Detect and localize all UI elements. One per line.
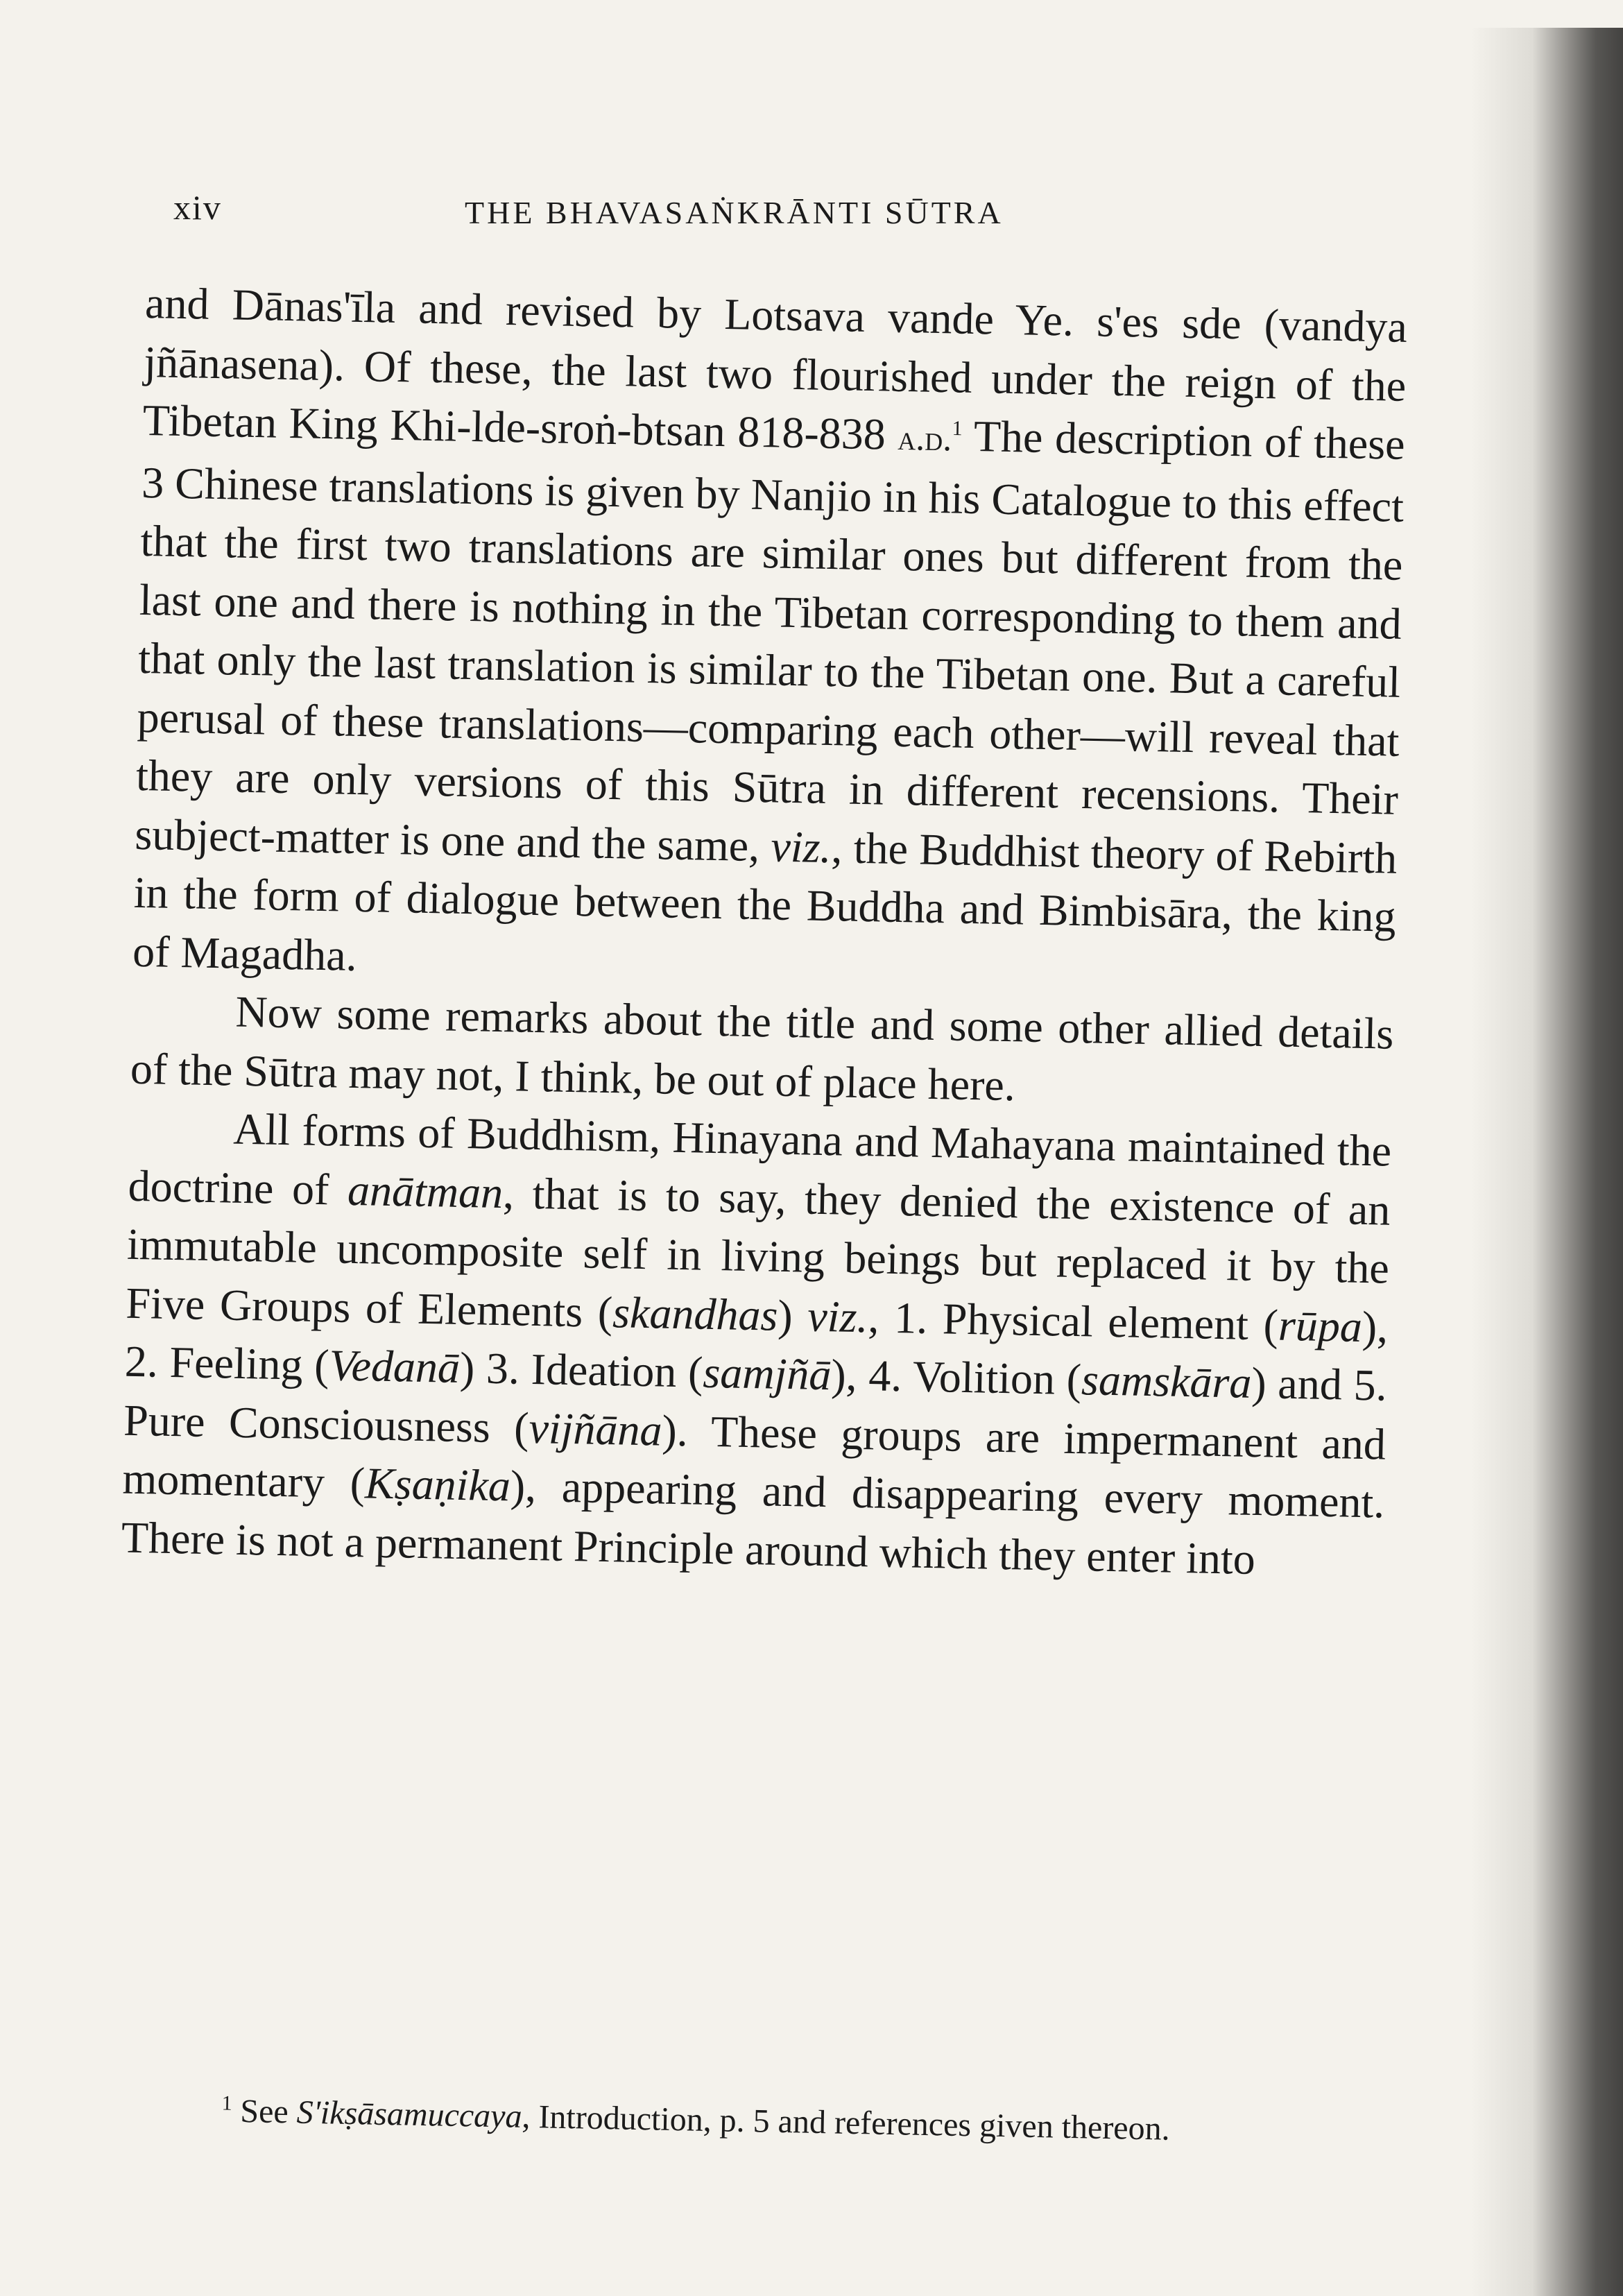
running-title: THE BHAVASAṄKRĀNTI SŪTRA: [465, 195, 1004, 230]
page-header: [173, 187, 1144, 250]
era-abbrev: a.d.: [897, 418, 952, 459]
term-vedana: Vedanā: [328, 1340, 461, 1392]
term-anatman: anātman: [347, 1165, 504, 1217]
footnote-marker: 1: [952, 417, 963, 440]
spine-shadow: [1470, 28, 1533, 2296]
footnote-title: S'ikṣāsamuccaya: [296, 2093, 523, 2135]
paragraph-1: and Dānas'īla and revised by Lotsava vande Ye. s'es sde (vandya jñānasena). Of these, the last two flourished under the reign of the Tibetan King Khi-lde-sroṅ-btsan 818-838 a.d.$^1$ The description of these 3 Chinese translations is given by Nanjio in his Catalogue to this effect that the first two translations are similar ones but different from the last one and there is nothing in the Tibetan corresponding to them and that only the last translation is similar to the Tibetan one. But a careful perusal of these translations—comparing each other—will reveal that they are only versions of this Sūtra in different recensions. Their subject-matter is one and the same, viz., the Buddhist theory of Rebirth in the form of dialogue between the Buddha and Bimbisāra, the king of Magadha.: [132, 277, 1408, 980]
term-skandhas: skandhas: [612, 1287, 779, 1340]
term-samskara: samskāra: [1081, 1355, 1253, 1407]
term-vijnana: vijñāna: [528, 1403, 663, 1455]
footnote-number: 1: [221, 2091, 232, 2115]
paragraph-3: All forms of Buddhism, Hinayana and Mahayana maintained the doctrine of anātman, that is to say, they denied the existence of an immutable uncomposite self in living beings but replaced it by the Five Groups of Elements (skandhas) viz., 1. Physical element (rūpa), 2. Feeling (Vedanā) 3. Ideation (samjñā), 4. Volition (samskāra) and 5. Pure Consciousness (vijñāna). These groups are impermanent and momentary (Kṣaṇika), appearing and disappearing every moment. There is not a permanent Principle around which they enter into: [121, 1104, 1392, 1584]
term-rupa: rūpa: [1278, 1300, 1363, 1351]
term-samjna: samjñā: [702, 1347, 832, 1400]
term-ksanika: Kṣaṇika: [364, 1458, 511, 1511]
page-number: xiv: [173, 188, 222, 227]
body-text: [121, 274, 1407, 1591]
paragraph-2: Now some remarks about the title and some other allied details of the Sūtra may not, I think, be out of place here.: [130, 986, 1394, 1110]
footnote: $^1$ See S'ikṣāsamuccaya, Introduction, p. 5 and references given thereon.: [221, 2091, 1171, 2148]
book-spine: [1533, 28, 1623, 2296]
